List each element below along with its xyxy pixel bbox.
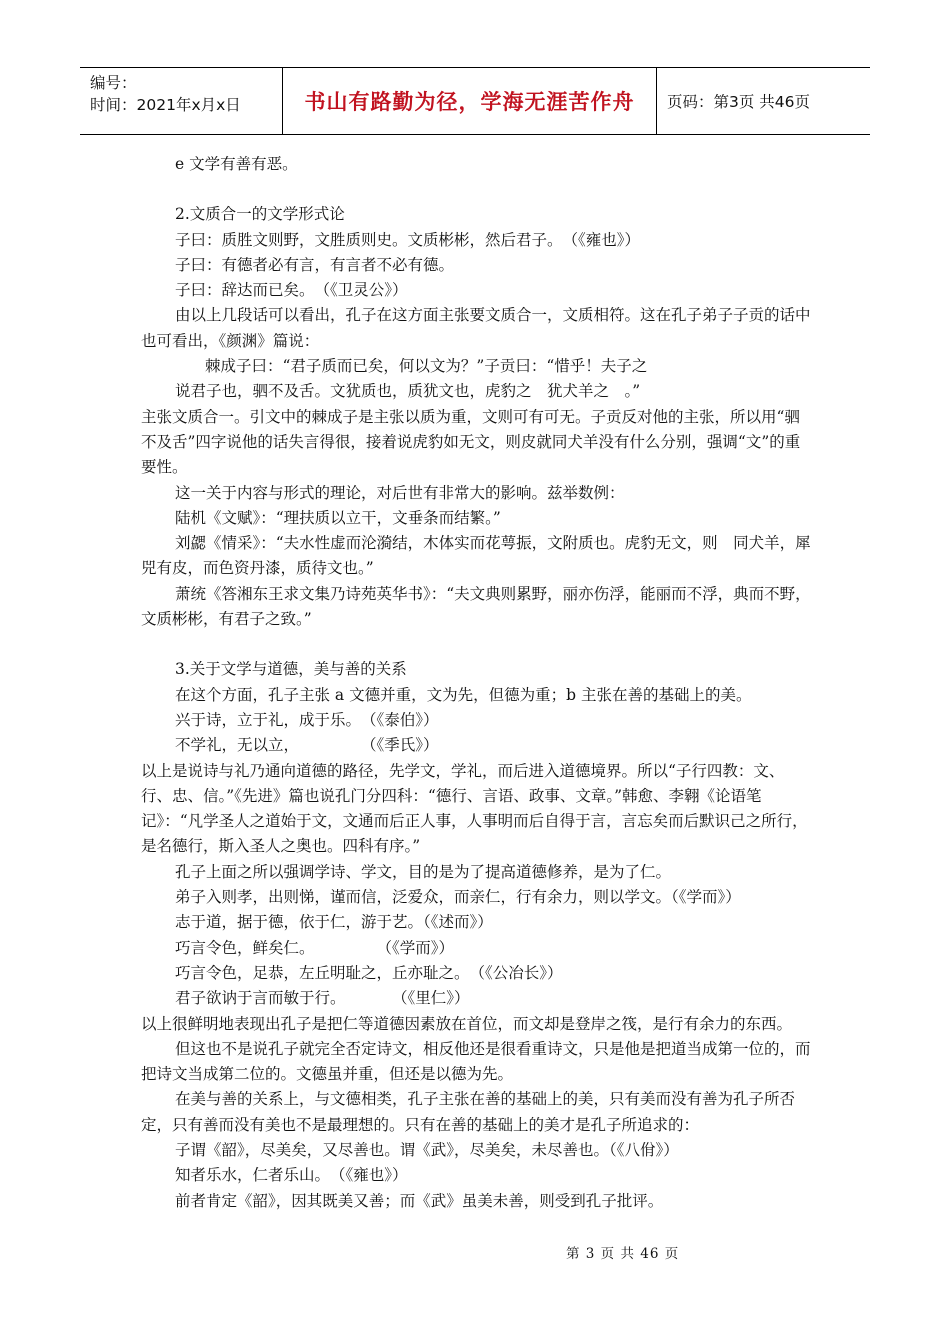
header-motto: 书山有路勤为径，学海无涯苦作舟 xyxy=(283,68,657,134)
paragraph: 子谓《韶》，尽美矣，又尽善也。谓《武》，尽美矣，未尽善也。（《八佾》） xyxy=(175,1140,679,1159)
paragraph: 萧统《答湘东王求文集乃诗苑英华书》：“夫文典则累野，丽亦伤浮，能丽而不浮，典而不野，文质彬彬，有君子之致。” xyxy=(141,584,811,629)
page-header xyxy=(80,67,870,135)
paragraph: 陆机《文赋》：“理扶质以立干，文垂条而结繁。” xyxy=(175,508,501,527)
header-info xyxy=(80,68,283,134)
paragraph: 主张文质合一。引文中的棘成子是主张以质为重，文则可有可无。子贡反对他的主张，所以用“驷不及舌”四字说他的话失言得很，接着说虎豹如无文，则皮就同犬羊没有什么分别，强调“文”的重要性。 xyxy=(141,407,801,477)
paragraph: 3.关于文学与道德，美与善的关系 xyxy=(175,660,407,679)
paragraph: 在美与善的关系上，与文德相类，孔子主张在善的基础上的美，只有美而没有善为孔子所否定，只有善而没有美也不是最理想的。只有在善的基础上的美才是孔子所追求的： xyxy=(141,1090,796,1134)
paragraph: 在这个方面，孔子主张 a 文德并重，文为先，但德为重；b 主张在善的基础上的美。 xyxy=(175,685,752,704)
paragraph: 君子欲讷于言而敏于行。 （《里仁》） xyxy=(175,989,470,1008)
paragraph: 刘勰《情采》：“夫水性虚而沦漪结，木体实而花萼振，文附质也。虎豹无文，则 同犬羊，犀兕有皮，而色资丹漆，质待文也。” xyxy=(141,534,811,578)
paragraph: 但这也不是说孔子就完全否定诗文，相反他还是很看重诗文，只是他是把道当成第一位的，而把诗文当成第二位的。文德虽并重，但还是以德为先。 xyxy=(141,1039,811,1084)
document-body xyxy=(141,152,813,1214)
paragraph: 这一关于内容与形式的理论，对后世有非常大的影响。兹举数例： xyxy=(175,483,625,502)
paragraph-gap xyxy=(141,177,813,202)
paragraph: 巧言令色，鲜矣仁。 （《学而》） xyxy=(175,938,455,957)
paragraph: 说君子也，驷不及舌。文犹质也，质犹文也，虎豹之 犹犬羊之 。” xyxy=(175,382,641,401)
paragraph: 棘成子曰：“君子质而已矣，何以文为？”子贡曰：“惜乎！夫子之 xyxy=(205,357,648,376)
header-page-label: 页码：第3页 共46页 xyxy=(667,93,811,111)
paragraph: 子曰：辞达而已矣。 （《卫灵公》） xyxy=(175,281,408,300)
paragraph: 以上是说诗与礼乃通向道德的路径，先学文，学礼，而后进入道德境界。所以“子行四教：文、行、忠、信。”《先进》篇也说孔门分四科：“德行、言语、政事、文章。”韩愈、李翱《论语笔记》：“凡学圣人之道始于文，文通而后正人事，人事明而后自得于言，言忘矣而后默识己之所行，是名德行，斯入圣人之奥也。四科有序。” xyxy=(141,761,808,856)
paragraph: 孔子上面之所以强调学诗、学文，目的是为了提高道德修养，是为了仁。 xyxy=(175,862,672,881)
paragraph-gap xyxy=(141,632,813,657)
paragraph: 巧言令色，足恭，左丘明耻之，丘亦耻之。 （《公冶长》） xyxy=(175,963,563,982)
paragraph: 兴于诗，立于礼，成于乐。 （《泰伯》） xyxy=(175,710,439,729)
paragraph: 子曰：质胜文则野，文胜质则史。文质彬彬，然后君子。 （《雍也》） xyxy=(175,230,641,249)
doc-time-label: 时间：2021年x月x日 xyxy=(90,96,241,114)
paragraph: e 文学有善有恶。 xyxy=(175,155,298,173)
paragraph: 2.文质合一的文学形式论 xyxy=(175,205,345,224)
doc-number-label: 编号： xyxy=(90,74,137,92)
page-footer: 第 3 页 共 46 页 xyxy=(566,1246,680,1262)
paragraph: 前者肯定《韶》，因其既美又善；而《武》虽美未善，则受到孔子批评。 xyxy=(175,1191,664,1210)
paragraph: 知者乐水，仁者乐山。 （《雍也》） xyxy=(175,1166,408,1185)
paragraph: 子曰：有德者必有言，有言者不必有德。 xyxy=(175,255,455,274)
paragraph: 不学礼，无以立， （《季氏》） xyxy=(175,736,439,755)
paragraph: 志于道，据于德，依于仁，游于艺。（《述而》） xyxy=(175,913,493,932)
paragraph: 以上很鲜明地表现出孔子是把仁等道德因素放在首位，而文却是登岸之筏，是行有余力的东西。 xyxy=(141,1014,793,1033)
paragraph: 由以上几段话可以看出，孔子在这方面主张要文质合一，文质相符。这在孔子弟子子贡的话中也可看出，《颜渊》篇说： xyxy=(141,306,811,350)
paragraph: 弟子入则孝，出则悌，谨而信，泛爱众，而亲仁，行有余力，则以学文。（《学而》） xyxy=(175,888,741,907)
